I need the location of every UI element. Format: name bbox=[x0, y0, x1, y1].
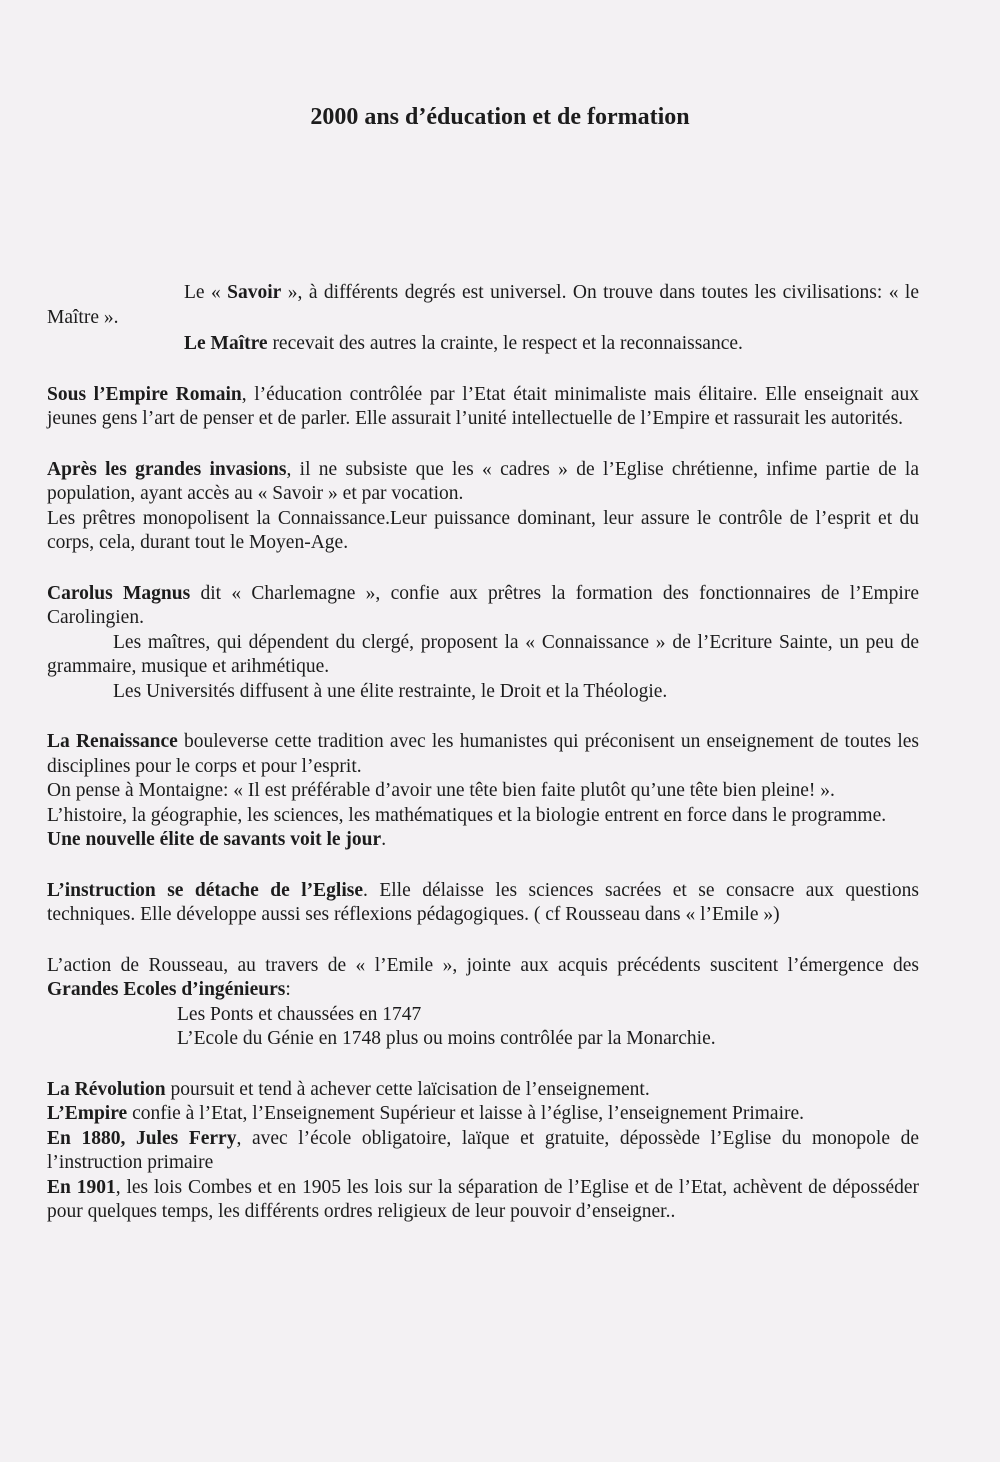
paragraph-charlemagne bbox=[47, 582, 919, 631]
bold-text: En 1901 bbox=[47, 1176, 116, 1198]
text: bouleverse cette tradition avec les humanistes qui préconisent un enseignement de toutes les disciplines pour le corps et pour l’esprit. bbox=[47, 731, 919, 777]
text: recevait des autres la crainte, le respect et la reconnaissance. bbox=[267, 333, 743, 354]
text: , l’éducation contrôlée par l’Etat était minimaliste mais élitaire. Elle enseignait aux jeunes gens l’art de penser et de parler. Elle assurait l’unité intellectuelle de l’Empire et rassurait les autorités. bbox=[47, 383, 919, 429]
bold-text: L’instruction se détache de l’Eglise bbox=[47, 879, 363, 901]
document-body bbox=[47, 281, 919, 1225]
paragraph-ferry bbox=[47, 1127, 919, 1176]
bold-text: Grandes Ecoles d’ingénieurs bbox=[47, 979, 286, 1000]
paragraph-montaigne: On pense à Montaigne: « Il est préférable d’avoir une tête bien faite plutôt qu’une tête bien pleine! ». bbox=[47, 780, 835, 801]
bold-text: Le Maître bbox=[184, 333, 268, 354]
text: dit « Charlemagne », confie aux prêtres la formation des fonctionnaires de l’Empire Carolingien. bbox=[47, 582, 919, 628]
paragraph-histoire: L’histoire, la géographie, les sciences, les mathématiques et la biologie entrent en force dans le programme. bbox=[47, 804, 887, 826]
paragraph-1901 bbox=[47, 1176, 919, 1225]
text: , il ne subsiste que les « cadres » de l’Eglise chrétienne, infime partie de la population, ayant accès au « Savoir » et par vocation. bbox=[47, 458, 920, 504]
bold-text: Carolus Magnus bbox=[47, 582, 191, 604]
text: L’action de Rousseau, au travers de « l’Emile », jointe aux acquis précédents suscitent l’émergence des bbox=[47, 954, 919, 976]
paragraph-renaissance bbox=[47, 730, 919, 779]
paragraph-pretres: Les prêtres monopolisent la Connaissance.Leur puissance dominant, leur assure le contrôle de l’esprit et du corps, cela, durant tout le Moyen-Age. bbox=[47, 507, 919, 553]
paragraph-empire-romain bbox=[47, 383, 919, 432]
text: . Elle délaisse les sciences sacrées et se consacre aux questions techniques. Elle développe aussi ses réflexions pédagogiques. ( cf Rousseau dans « l’Emile ») bbox=[47, 879, 919, 925]
bold-text: Une nouvelle élite de savants voit le jour bbox=[47, 829, 382, 850]
list-item: Les Ponts et chaussées en 1747 bbox=[177, 1003, 422, 1025]
text: », à différents degrés est universel. On trouve dans toutes les civilisations: « le Maître ». bbox=[47, 282, 919, 328]
paragraph-maitres-clerge: Les maîtres, qui dépendent du clergé, proposent la « Connaissance » de l’Ecriture Sainte, un peu de grammaire, musique et arihmétique. bbox=[47, 631, 919, 677]
paragraph-savoir bbox=[47, 281, 919, 330]
document-title: 2000 ans d’éducation et de formation bbox=[310, 104, 690, 130]
paragraph-invasions bbox=[47, 458, 919, 507]
text: , les lois Combes et en 1905 les lois sur la séparation de l’Eglise et de l’Etat, achèvent de déposséder pour quelques temps, les différents ordres religieux de leur pouvoir d’enseigner.. bbox=[47, 1176, 920, 1222]
bold-text: En 1880, Jules Ferry bbox=[47, 1127, 237, 1149]
text: : bbox=[285, 979, 291, 1000]
paragraph-empire bbox=[47, 1102, 919, 1127]
paragraph-rousseau bbox=[47, 954, 919, 1003]
paragraph-revolution bbox=[47, 1078, 919, 1103]
bold-text: Savoir bbox=[227, 282, 282, 303]
bold-text: La Révolution bbox=[47, 1078, 166, 1100]
paragraph-elite bbox=[47, 828, 919, 853]
text: poursuit et tend à achever cette laïcisation de l’enseignement. bbox=[165, 1078, 650, 1100]
bold-text: La Renaissance bbox=[47, 731, 178, 752]
paragraph-instruction bbox=[47, 879, 919, 928]
bold-text: Sous l’Empire Romain bbox=[47, 383, 242, 405]
ecoles-list bbox=[47, 1003, 919, 1052]
bold-text: L’Empire bbox=[47, 1103, 128, 1124]
text: , avec l’école obligatoire, laïque et gratuite, dépossède l’Eglise du monopole de l’instruction primaire bbox=[47, 1127, 920, 1173]
text: confie à l’Etat, l’Enseignement Supérieur et laisse à l’église, l’enseignement Primaire. bbox=[127, 1103, 805, 1124]
paragraph-universites: Les Universités diffusent à une élite restrainte, le Droit et la Théologie. bbox=[113, 680, 668, 702]
bold-text: Après les grandes invasions bbox=[47, 458, 287, 480]
list-item: L’Ecole du Génie en 1748 plus ou moins contrôlée par la Monarchie. bbox=[177, 1028, 716, 1049]
text: . bbox=[381, 829, 387, 850]
paragraph-maitre bbox=[47, 332, 919, 357]
text: Le « bbox=[184, 282, 228, 303]
